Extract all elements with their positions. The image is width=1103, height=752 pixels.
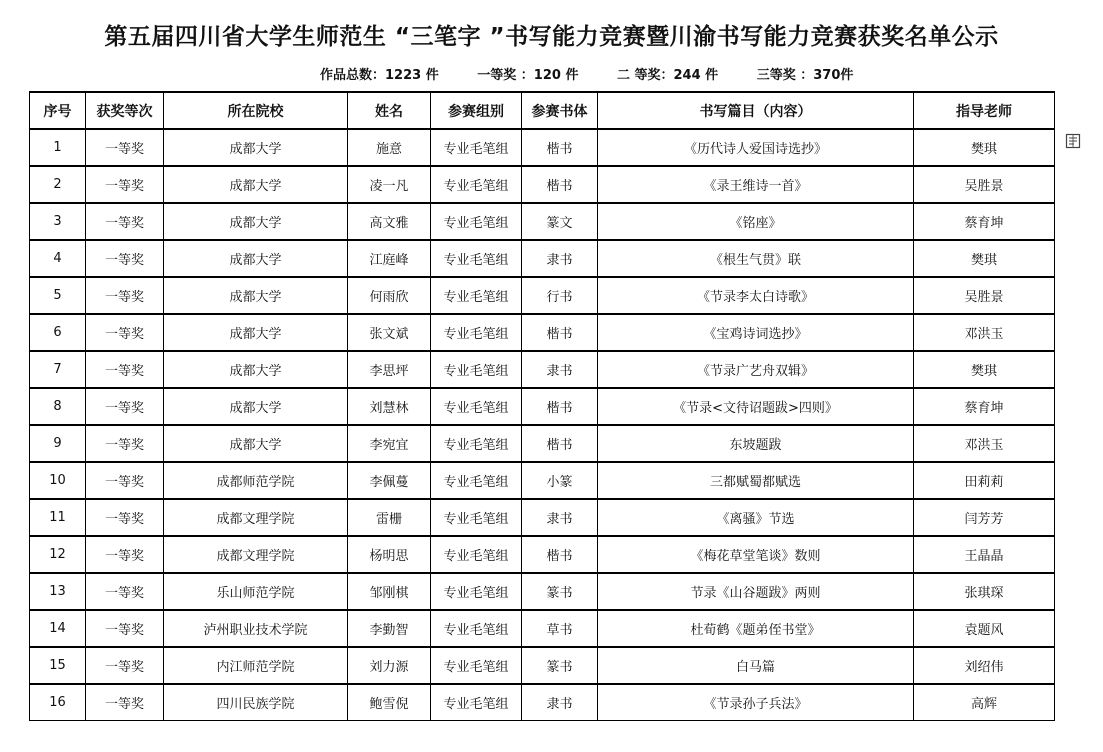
cell-award: 一等奖 [86,499,164,536]
cell-style: 隶书 [522,240,598,277]
header-cell-name: 姓名 [348,92,431,129]
cell-work: 《节录孙子兵法》 [598,684,914,721]
cell-name: 李宛宜 [348,425,431,462]
cell-award: 一等奖 [86,129,164,166]
cell-name: 江庭峰 [348,240,431,277]
table-header-row [30,92,1055,129]
header-cell-school: 所在院校 [164,92,348,129]
cell-group: 专业毛笔组 [431,425,522,462]
cell-teacher: 樊琪 [914,351,1055,388]
cell-name: 施意 [348,129,431,166]
header-cell-teacher: 指导老师 [914,92,1055,129]
cell-name: 杨明思 [348,536,431,573]
cell-group: 专业毛笔组 [431,129,522,166]
cell-style: 楷书 [522,314,598,351]
header-cell-no: 序号 [30,92,86,129]
cell-teacher: 高辉 [914,684,1055,721]
cell-school: 成都师范学院 [164,462,348,499]
cell-award: 一等奖 [86,277,164,314]
cell-school: 成都大学 [164,277,348,314]
cell-name: 刘慧林 [348,388,431,425]
cell-work: 杜荀鹤《题弟侄书堂》 [598,610,914,647]
cell-style: 小篆 [522,462,598,499]
cell-style: 楷书 [522,129,598,166]
cell-school: 乐山师范学院 [164,573,348,610]
cell-style: 篆文 [522,203,598,240]
stat-first-prize: 一等奖 ：120 件 [477,68,579,83]
table-row [30,388,1055,425]
table-row [30,684,1055,721]
cell-style: 隶书 [522,499,598,536]
cell-teacher: 邓洪玉 [914,314,1055,351]
stat-third-prize: 三等奖 ：370件 [756,68,854,83]
cell-school: 成都文理学院 [164,499,348,536]
cell-award: 一等奖 [86,684,164,721]
cell-school: 成都大学 [164,314,348,351]
cell-no: 7 [30,351,86,388]
cell-group: 专业毛笔组 [431,203,522,240]
cell-style: 隶书 [522,351,598,388]
cell-teacher: 闫芳芳 [914,499,1055,536]
cell-teacher: 蔡育坤 [914,203,1055,240]
cell-school: 泸州职业技术学院 [164,610,348,647]
cell-school: 成都文理学院 [164,536,348,573]
cell-award: 一等奖 [86,351,164,388]
stat-total: 作品总数：1223 件 [320,68,439,83]
cell-style: 隶书 [522,684,598,721]
table-row [30,203,1055,240]
cell-school: 成都大学 [164,166,348,203]
cell-school: 成都大学 [164,129,348,166]
cell-no: 1 [30,129,86,166]
cell-teacher: 樊琪 [914,129,1055,166]
cell-work: 《节录广艺舟双辑》 [598,351,914,388]
header-cell-work: 书写篇目（内容） [598,92,914,129]
table-row [30,462,1055,499]
cell-no: 2 [30,166,86,203]
cell-style: 楷书 [522,388,598,425]
cell-work: 三都赋蜀都赋选 [598,462,914,499]
cell-style: 楷书 [522,425,598,462]
table-row [30,166,1055,203]
cell-no: 11 [30,499,86,536]
cell-work: 《历代诗人爱国诗选抄》 [598,129,914,166]
cell-name: 高文雅 [348,203,431,240]
header-cell-style: 参赛书体 [522,92,598,129]
table-row [30,277,1055,314]
cell-award: 一等奖 [86,647,164,684]
cell-group: 专业毛笔组 [431,610,522,647]
cell-group: 专业毛笔组 [431,351,522,388]
cell-school: 成都大学 [164,351,348,388]
cell-no: 8 [30,388,86,425]
cell-award: 一等奖 [86,425,164,462]
cell-name: 李勤智 [348,610,431,647]
cell-school: 成都大学 [164,240,348,277]
cell-work: 《根生气贯》联 [598,240,914,277]
cell-award: 一等奖 [86,240,164,277]
cell-teacher: 张琪琛 [914,573,1055,610]
cell-no: 9 [30,425,86,462]
cell-award: 一等奖 [86,388,164,425]
cell-no: 4 [30,240,86,277]
cell-award: 一等奖 [86,314,164,351]
table-row [30,610,1055,647]
cell-school: 成都大学 [164,425,348,462]
table-row [30,314,1055,351]
table-row [30,351,1055,388]
cell-group: 专业毛笔组 [431,388,522,425]
cell-teacher: 田莉莉 [914,462,1055,499]
cell-name: 鲍雪倪 [348,684,431,721]
cell-school: 四川民族学院 [164,684,348,721]
cell-no: 16 [30,684,86,721]
table-row [30,499,1055,536]
cell-no: 15 [30,647,86,684]
cell-teacher: 蔡育坤 [914,388,1055,425]
cell-work: 东坡题跋 [598,425,914,462]
cell-name: 张文斌 [348,314,431,351]
cell-style: 楷书 [522,536,598,573]
cell-work: 《节录李太白诗歌》 [598,277,914,314]
cell-name: 凌一凡 [348,166,431,203]
cell-teacher: 袁题风 [914,610,1055,647]
page-title: 第五届四川省大学生师范生 “三笔字 ”书写能力竞赛暨川渝书写能力竞赛获奖名单公示 [104,24,999,50]
cell-group: 专业毛笔组 [431,277,522,314]
cell-no: 3 [30,203,86,240]
cell-work: 白马篇 [598,647,914,684]
cell-no: 6 [30,314,86,351]
cell-award: 一等奖 [86,203,164,240]
table-row [30,647,1055,684]
cell-teacher: 王晶晶 [914,536,1055,573]
cell-award: 一等奖 [86,166,164,203]
cell-work: 《梅花草堂笔谈》数则 [598,536,914,573]
cell-award: 一等奖 [86,536,164,573]
table-row [30,240,1055,277]
cell-award: 一等奖 [86,462,164,499]
cell-award: 一等奖 [86,573,164,610]
cell-style: 行书 [522,277,598,314]
cell-name: 邹刚棋 [348,573,431,610]
cell-teacher: 吴胜景 [914,277,1055,314]
cell-style: 篆书 [522,647,598,684]
table-row [30,425,1055,462]
cell-school: 成都大学 [164,388,348,425]
cell-style: 篆书 [522,573,598,610]
cell-group: 专业毛笔组 [431,499,522,536]
page-view-icon[interactable] [1063,131,1083,151]
cell-no: 13 [30,573,86,610]
cell-award: 一等奖 [86,610,164,647]
cell-style: 草书 [522,610,598,647]
cell-teacher: 邓洪玉 [914,425,1055,462]
cell-work: 《节录<文待诏题跋>四则》 [598,388,914,425]
cell-style: 楷书 [522,166,598,203]
cell-work: 《宝鸡诗词选抄》 [598,314,914,351]
cell-teacher: 樊琪 [914,240,1055,277]
cell-school: 内江师范学院 [164,647,348,684]
cell-work: 节录《山谷题跋》两则 [598,573,914,610]
header-cell-award: 获奖等次 [86,92,164,129]
cell-no: 12 [30,536,86,573]
table-row [30,573,1055,610]
cell-work: 《铭座》 [598,203,914,240]
cell-school: 成都大学 [164,203,348,240]
cell-name: 李思坪 [348,351,431,388]
cell-group: 专业毛笔组 [431,647,522,684]
cell-group: 专业毛笔组 [431,536,522,573]
cell-group: 专业毛笔组 [431,684,522,721]
award-table [29,91,1055,721]
cell-group: 专业毛笔组 [431,573,522,610]
cell-group: 专业毛笔组 [431,166,522,203]
cell-no: 5 [30,277,86,314]
cell-name: 刘力源 [348,647,431,684]
cell-name: 雷栅 [348,499,431,536]
header-cell-group: 参赛组别 [431,92,522,129]
award-stats [320,64,887,83]
table-row [30,536,1055,573]
cell-teacher: 吴胜景 [914,166,1055,203]
cell-work: 《离骚》节选 [598,499,914,536]
cell-group: 专业毛笔组 [431,240,522,277]
cell-no: 14 [30,610,86,647]
cell-group: 专业毛笔组 [431,314,522,351]
table-row [30,129,1055,166]
cell-group: 专业毛笔组 [431,462,522,499]
cell-no: 10 [30,462,86,499]
cell-work: 《录王维诗一首》 [598,166,914,203]
cell-name: 李佩蔓 [348,462,431,499]
cell-teacher: 刘绍伟 [914,647,1055,684]
cell-name: 何雨欣 [348,277,431,314]
stat-second-prize: 二 等奖：244 件 [616,68,719,83]
